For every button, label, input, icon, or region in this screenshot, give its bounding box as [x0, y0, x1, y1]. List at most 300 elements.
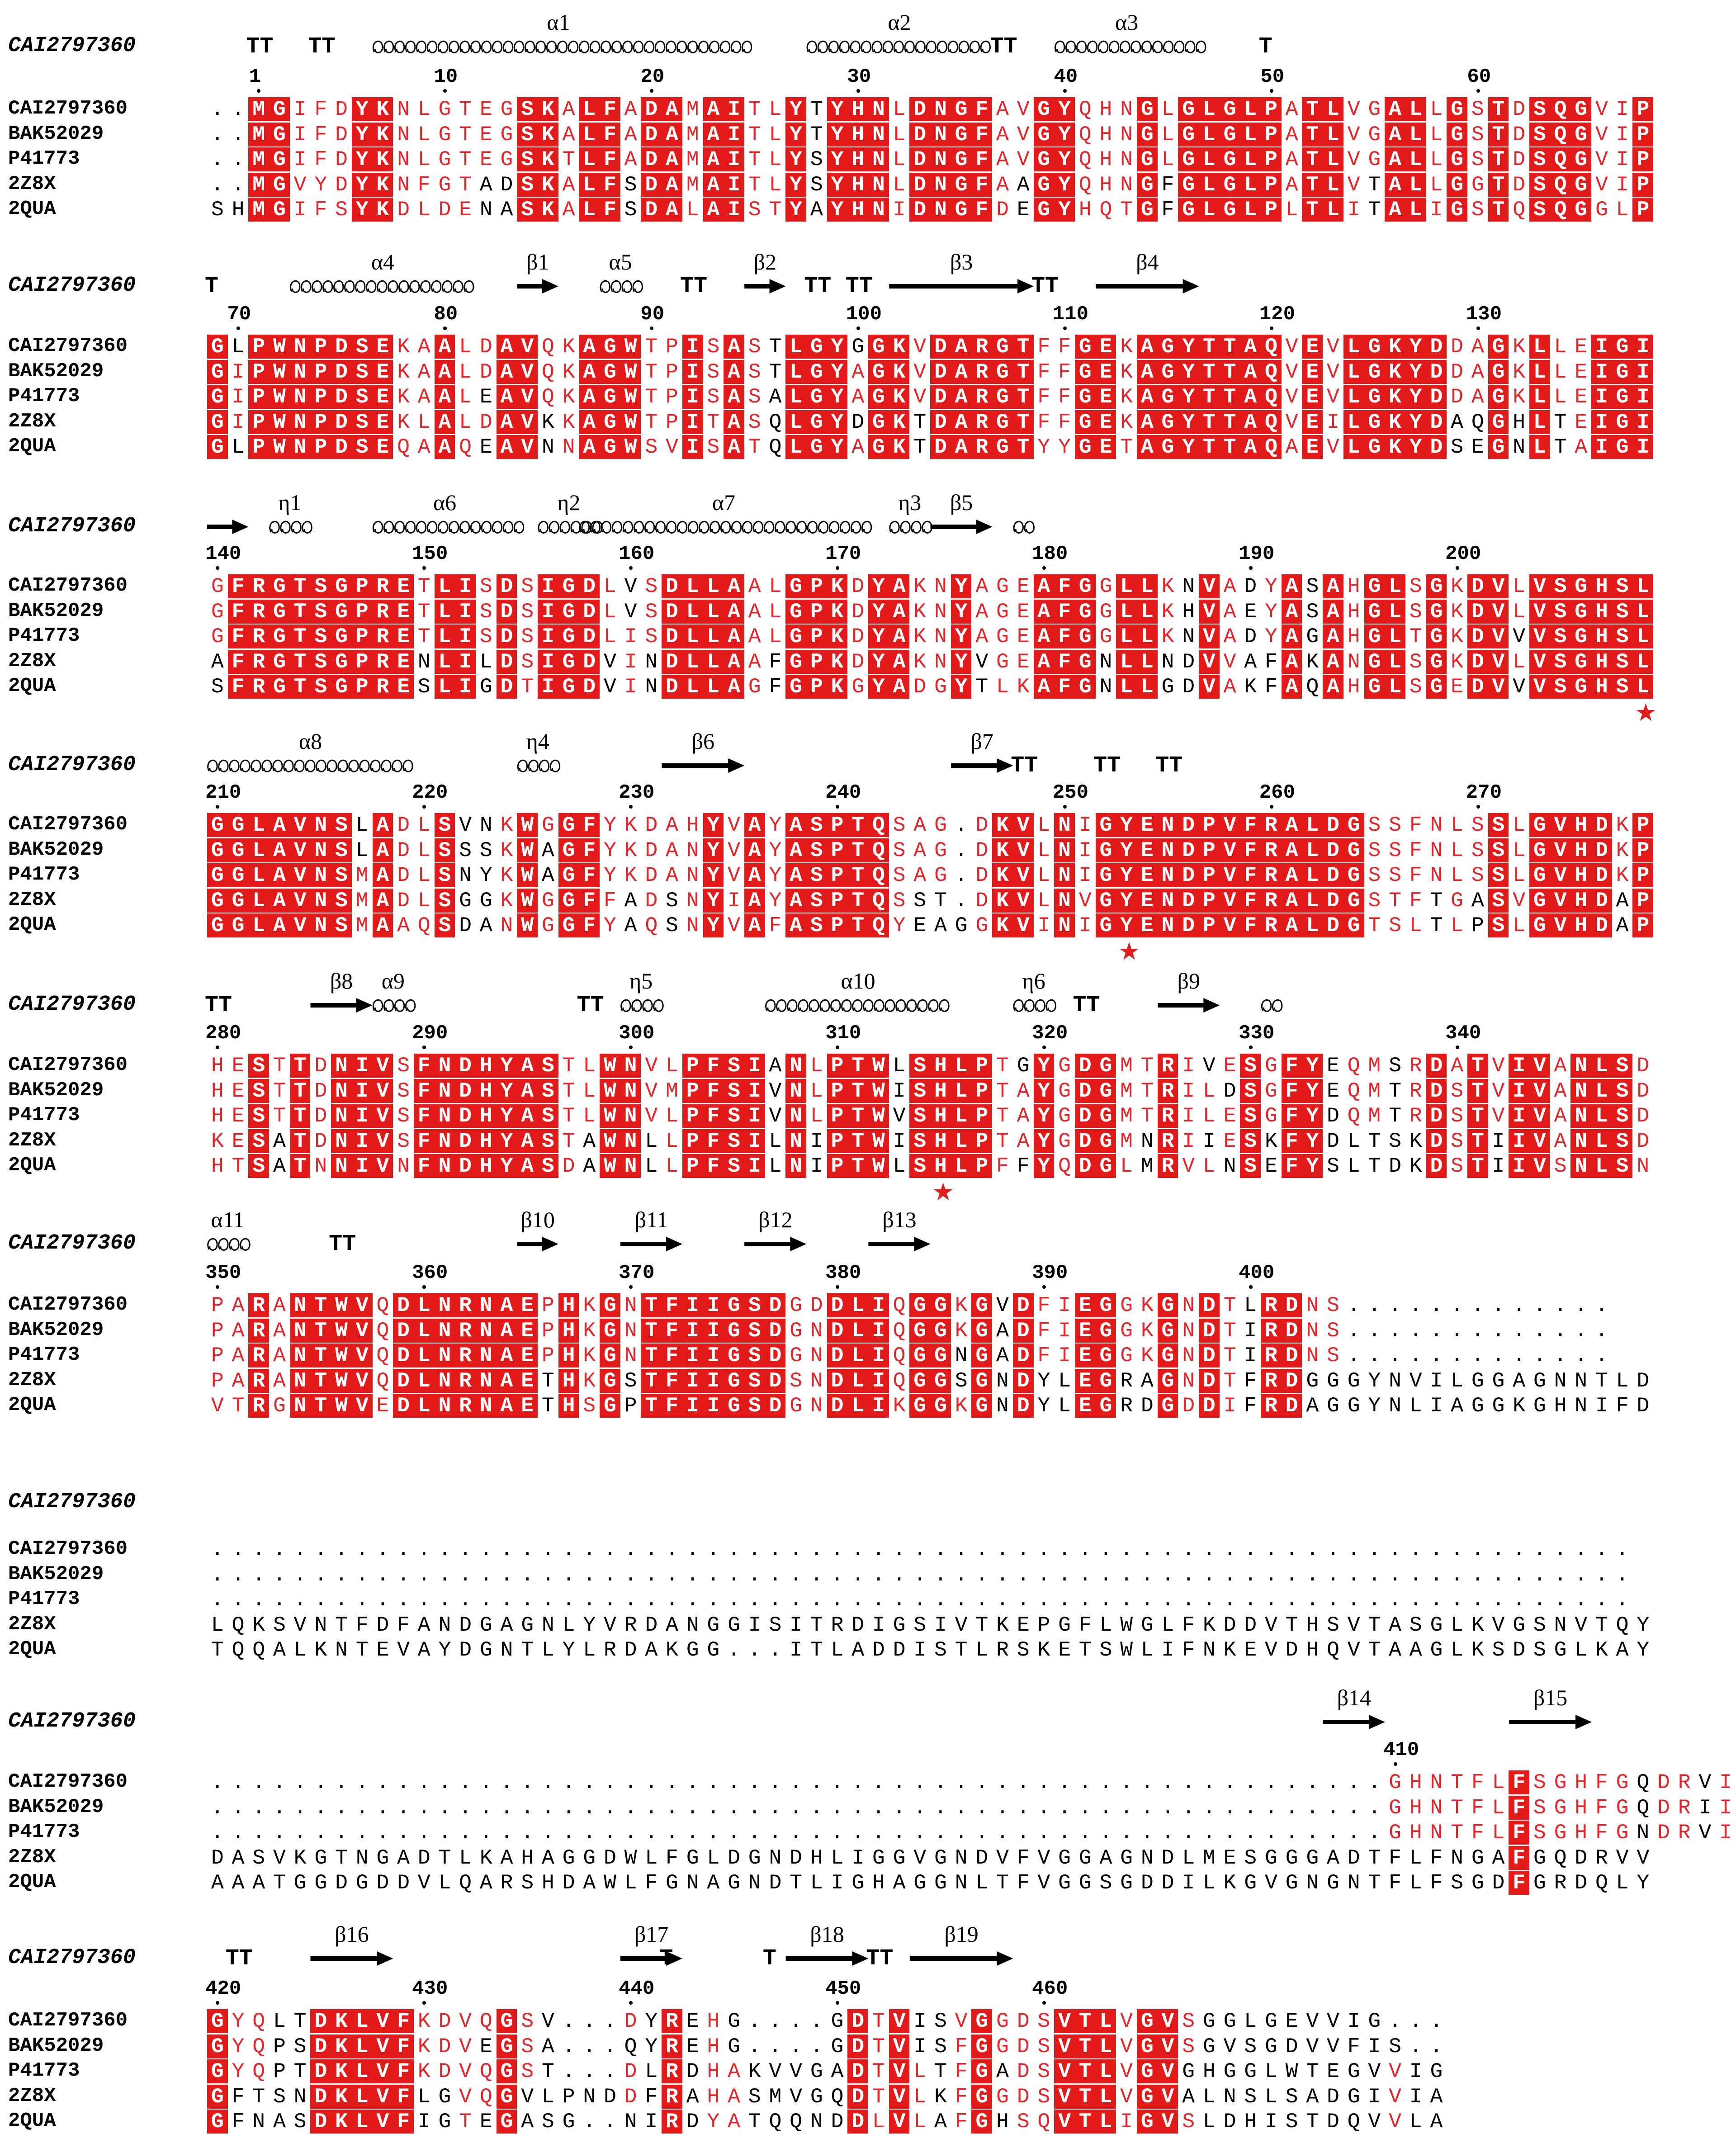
residue-number: 30 — [847, 66, 871, 88]
sequence-row — [0, 813, 1658, 837]
residue-number: 410 — [1383, 1739, 1419, 1761]
sequence-row — [0, 97, 1658, 122]
sequence-residues: S F R G T S G P R E S L I G D T I G D V I N D L L A G F G P K G Y A D G Y T L K A F G N L L G D V A K F A Q A H G L S G E D V V V S G H S L — [207, 675, 1653, 699]
residue-number: 460 — [1032, 1978, 1068, 2000]
catalytic-star-icon: ★ — [932, 1177, 954, 1206]
turn-marker: TT — [866, 1946, 894, 1972]
number-dot — [856, 89, 860, 93]
sequence-name: 2Z8X — [8, 888, 56, 911]
residue-number: 130 — [1466, 303, 1502, 326]
number-dot — [629, 566, 633, 570]
sequence-residues: S H M G I F S Y K D L D E N A S K A L F S D A L A I S T Y A Y H N I D N G F D E G Y H Q T G F G L G L P L T L I T A L I G S T Q S Q G G L P — [207, 198, 1653, 222]
turn-marker: T — [1258, 34, 1272, 60]
strand-arrow — [951, 758, 1013, 773]
sequence-residues: G G L A V N S M A A Q S D A N W G G F Y A Q S N Y V A F A S P T Q Y E A G G K V I N I G Y E N D P V F R A L D G T S L T L P S L G V H D A P — [207, 913, 1653, 937]
residue-number: 180 — [1032, 543, 1068, 565]
residue-numbers — [0, 66, 1658, 93]
sequence-name: P41773 — [8, 1104, 80, 1126]
number-dot — [216, 1046, 219, 1049]
sequence-name: 2Z8X — [8, 1845, 56, 1869]
helix-mark — [807, 41, 990, 52]
number-dot — [1456, 566, 1459, 570]
turn-marker: TT — [1073, 993, 1100, 1018]
helix-mark — [270, 521, 312, 533]
number-dot — [443, 326, 447, 330]
sequence-name: 2QUA — [8, 1638, 56, 1661]
number-dot — [629, 1285, 633, 1289]
helix-mark — [208, 760, 412, 771]
turn-marker: TT — [804, 274, 832, 299]
residue-number: 170 — [825, 543, 861, 565]
turn-marker: T — [762, 1946, 776, 1972]
sequence-row — [0, 2034, 1658, 2059]
secondary-label: β11 — [634, 1207, 668, 1232]
secondary-label: β2 — [753, 249, 777, 274]
sequence-row — [0, 675, 1658, 699]
residue-number: 190 — [1239, 543, 1275, 565]
number-dot — [422, 566, 426, 570]
sequence-residues: G F R G T S G P R E T L I S D S I G D L I S D L L A A L G P K D Y A K N Y A G E A F G G L L K N V A D Y A G A H G L T G K D V V V S G H S L — [207, 625, 1653, 648]
secondary-label: α10 — [841, 968, 875, 994]
residue-number: 310 — [825, 1022, 861, 1045]
helix-mark — [1014, 1000, 1055, 1011]
sequence-name: 2Z8X — [8, 2084, 56, 2107]
residue-number: 350 — [205, 1262, 241, 1284]
secondary-label: α4 — [371, 249, 395, 274]
strand-arrow — [1509, 1715, 1592, 1729]
residue-number: 230 — [619, 781, 655, 804]
number-dot — [422, 2001, 426, 2005]
number-dot — [629, 2001, 633, 2005]
secondary-label: β4 — [1136, 249, 1159, 274]
sequence-row — [0, 360, 1658, 384]
sequence-name: BAK52029 — [8, 1318, 104, 1341]
secondary-label: β14 — [1337, 1685, 1372, 1710]
residue-number: 50 — [1260, 66, 1285, 88]
helix-mark — [1014, 521, 1034, 533]
secondary-label: η3 — [898, 490, 922, 515]
sequence-name: CAI2797360 — [8, 813, 128, 836]
sequence-residues: A A A T G G D G D D V L Q A R S H D A W L F G N A G N D T L I G H A G G N L T F V G G S G D D I L K G V G N G N T F L F S G D F G R D Q L Y — [211, 1871, 1650, 1895]
sequence-row — [0, 2059, 1658, 2084]
sequence-residues: G G L A V N S M A D L S N Y K W A G F Y K D A N Y V A Y A S P T Q S A G . D K V L N I G Y E N D P V F R A L D G S S F N L S S L G V H D K P — [207, 863, 1653, 887]
residue-number: 430 — [412, 1978, 448, 2000]
number-dot — [650, 326, 653, 330]
sequence-row — [0, 1129, 1658, 1154]
sequence-row — [0, 600, 1658, 624]
number-dot — [1476, 89, 1480, 93]
alignment-block — [0, 489, 1658, 727]
residue-number: 420 — [205, 1978, 241, 2000]
sequence-row — [0, 1344, 1658, 1368]
residue-numbers — [0, 543, 1658, 570]
secondary-label: β1 — [526, 249, 549, 274]
sequence-residues: G F T S N D K L V F L G V Q G V L P N D D F R A H A S M V G Q D T V L K F G G D S V T L V G V A L N S L S A D G I V I A — [207, 2085, 1447, 2109]
sequence-row — [0, 2009, 1658, 2034]
secondary-label: η2 — [557, 490, 581, 515]
sequence-row — [0, 625, 1658, 649]
secondary-label: β13 — [882, 1207, 917, 1232]
residue-number: 260 — [1259, 781, 1295, 804]
secondary-label: α3 — [1115, 9, 1139, 35]
number-dot — [1063, 805, 1067, 809]
number-dot — [1042, 566, 1046, 570]
secondary-label: β18 — [810, 1921, 844, 1947]
number-dot — [1456, 1046, 1459, 1049]
residue-number: 150 — [412, 543, 448, 565]
sequence-name: P41773 — [8, 1821, 80, 1843]
secondary-label: β15 — [1533, 1685, 1568, 1710]
sequence-name: 2Z8X — [8, 172, 56, 195]
residue-number: 100 — [846, 303, 882, 326]
sequence-name: 2QUA — [8, 1871, 56, 1893]
residue-numbers — [0, 1506, 1658, 1533]
sequence-name: 2Z8X — [8, 1613, 56, 1636]
number-dot — [443, 89, 447, 93]
sequence-residues: P A R A N T W V Q D L N R N A E P H K G N T F I I G S D G N D L I Q G G K G A D F I E G G K G N D T I R D N S . . . . . . . . . . . . . — [211, 1318, 1608, 1343]
number-dot — [836, 2001, 839, 2005]
sequence-row — [0, 2085, 1658, 2109]
number-dot — [1270, 805, 1273, 809]
sequence-row — [0, 650, 1658, 674]
sequence-name: 2Z8X — [8, 649, 56, 672]
sequence-name: CAI2797360 — [8, 1054, 128, 1076]
secondary-label: β10 — [520, 1207, 555, 1232]
number-dot — [422, 1285, 426, 1289]
sequence-row — [0, 435, 1658, 459]
sequence-name: CAI2797360 — [8, 97, 128, 120]
sequence-row — [0, 1770, 1732, 1795]
sequence-residues: P A R A N T W V Q D L N R N A E T H K G S T F I I G S D S N D L I Q G G S G N D Y L E G R A G N D T F R D G G G Y N V I L G G A G N N T L D — [211, 1368, 1650, 1393]
residue-number: 340 — [1445, 1022, 1481, 1045]
secondary-label: α5 — [609, 249, 632, 274]
secondary-label: β6 — [691, 729, 715, 754]
alignment-block — [0, 1921, 1658, 2147]
sequence-residues: T Q Q A L K N T E V A Y D G N T L Y L R D A K G G . . . I T L A D D I S T L R S K E T S W L I F N K E V D H Q V T A A G L K S D S G L K A Y — [211, 1638, 1650, 1662]
sequence-residues: . . M G I F D Y K N L G T E G S K A L F A D A M A I T L Y T Y H N L D N G F A V G Y Q H N G L G L G L P A T L V G A L L G S T D S Q G V I P — [207, 97, 1653, 121]
residue-number: 1 — [249, 66, 261, 88]
residue-number: 120 — [1259, 303, 1295, 326]
sequence-name: 2QUA — [8, 435, 56, 458]
reference-label: CAI2797360 — [8, 34, 136, 58]
sequence-name: P41773 — [8, 1588, 80, 1610]
sequence-row — [0, 1871, 1658, 1895]
sequence-row — [0, 1846, 1658, 1870]
sequence-row — [0, 1154, 1658, 1178]
sequence-name: 2QUA — [8, 1394, 56, 1416]
residue-number: 250 — [1052, 781, 1088, 804]
sequence-residues: G I P W N P D S E K A A L E A V Q K A G W T P I S A S A L G Y A G K V D A R G T F F G E K A G Y T T A Q V E V L G K Y D D A G K L L E I G I — [207, 385, 1653, 409]
sequence-row — [0, 574, 1658, 599]
strand-arrow — [889, 279, 1034, 293]
sequence-residues: G F R G T S G P R E T L I S D S I G D L V S D L L A A L G P K D Y A K N Y A G E A F G G L L K N V A D Y A S A H G L S G K D V L V S G H S L — [207, 574, 1653, 598]
strand-arrow — [1323, 1715, 1385, 1729]
sequence-row — [0, 147, 1658, 172]
residue-numbers — [0, 781, 1658, 809]
sequence-name: 2QUA — [8, 913, 56, 936]
sequence-row — [0, 173, 1658, 197]
sequence-residues: . . M G I F D Y K N L G T E G S K T L F A D A M A I T L Y S Y H N L D N G F A V G Y Q H N G L G L G L P A T L V G A L L G S T D S Q G V I P — [207, 147, 1653, 171]
sequence-row — [0, 1613, 1658, 1637]
residue-number: 380 — [825, 1262, 861, 1284]
number-dot — [1063, 326, 1067, 330]
alignment-block — [0, 249, 1658, 475]
turn-marker: T — [659, 1946, 673, 1972]
residue-numbers — [0, 1022, 1658, 1049]
sequence-residues: . . . . . . . . . . . . . . . . . . . . . . . . . . . . . . . . . . . . . . . . . . . . . . . . . . . . . . . . . . . . . . . . . . . . . — [211, 1562, 1629, 1587]
number-dot — [1476, 326, 1480, 330]
secondary-label: η1 — [278, 490, 302, 515]
secondary-label: α1 — [547, 9, 570, 35]
helix-mark — [373, 41, 751, 52]
strand-arrow — [931, 520, 993, 534]
turn-marker: TT — [1155, 753, 1183, 779]
sequence-residues: . . . . . . . . . . . . . . . . . . . . . . . . . . . . . . . . . . . . . . . . . . . . . . . . . . . . . . . . . . . . . . . . . . . . . — [211, 1538, 1629, 1561]
number-dot — [836, 1046, 839, 1049]
sequence-row — [0, 1369, 1658, 1393]
number-dot — [257, 89, 260, 93]
secondary-structure-svg — [0, 968, 1658, 1031]
sequence-name: CAI2797360 — [8, 1293, 128, 1316]
reference-label: CAI2797360 — [8, 514, 136, 538]
helix-mark — [601, 281, 642, 292]
sequence-residues: G G L A V N S L A D L S S S K W A G F Y K D A N Y V A Y A S P T Q S A G . D K V L N I G Y E N D P V F R A L D G S S F N L S S L G V H D K P — [207, 838, 1653, 862]
sequence-name: P41773 — [8, 385, 80, 407]
number-dot — [216, 805, 219, 809]
helix-mark — [208, 1239, 250, 1250]
sequence-name: 2Z8X — [8, 1129, 56, 1152]
sequence-name: 2Z8X — [8, 410, 56, 433]
residue-number: 200 — [1445, 543, 1481, 565]
secondary-label: α6 — [433, 490, 457, 515]
sequence-residues: A F R G T S G P R E N L I L D S I G D V I N D L L A A F G P K D Y A K N Y V G E A F G N L L N D V V A F A K A N G L S G K D V L V S G H S L — [207, 650, 1653, 674]
strand-arrow — [662, 758, 744, 773]
residue-number: 290 — [412, 1022, 448, 1045]
secondary-label: β9 — [1177, 968, 1200, 994]
alignment-block — [0, 1465, 1658, 1691]
residue-number: 10 — [434, 66, 458, 88]
sequence-residues: K E S A T D N I V S F N D H Y A S T A W N L L P F S I L N I P T W I S H L P T A Y G D G M N R I I E S K F Y D L T S K D S T I I V A N L S D — [211, 1129, 1650, 1153]
strand-arrow — [868, 1237, 930, 1251]
helix-mark — [518, 760, 559, 771]
turn-marker: TT — [205, 993, 232, 1018]
secondary-label: η4 — [526, 729, 549, 754]
turn-marker: TT — [680, 274, 708, 299]
number-dot — [1042, 1046, 1046, 1049]
number-dot — [1063, 89, 1067, 93]
sequence-name: BAK52029 — [8, 1562, 104, 1585]
number-dot — [1270, 89, 1273, 93]
residue-numbers — [0, 1262, 1658, 1289]
sequence-row — [0, 838, 1658, 863]
residue-number: 270 — [1466, 781, 1502, 804]
alignment-block — [0, 1206, 1658, 1433]
secondary-label: β12 — [758, 1207, 793, 1232]
sequence-row — [0, 1293, 1658, 1318]
sequence-row — [0, 1054, 1658, 1078]
number-dot — [1042, 1285, 1046, 1289]
sequence-residues: G L P W N P D S E K A A L D A V Q K A G W T P I S A S T L G Y G G K V D A R G T F F G E K A G Y T T A Q V E V L G K Y D D A G K L L E I G I — [207, 335, 1653, 359]
residue-number: 70 — [227, 303, 251, 326]
number-dot — [1394, 1762, 1397, 1766]
sequence-residues: G Y Q P T D K L V F K D V Q G S T . . . D L R D H A K V V G A D T V L T F G A D S V T L V G V G H G G L W T E G V V I G — [207, 2059, 1447, 2083]
residue-number: 440 — [619, 1978, 655, 2000]
sequence-name: P41773 — [8, 863, 80, 886]
secondary-label: β8 — [330, 968, 353, 994]
turn-marker: TT — [845, 274, 873, 299]
sequence-residues: H E S T T D N I V S F N D H Y A S T L W N V M P F S I V N L P T W I S H L P T A Y G D G M T R I L D S G F Y E Q M T R D S T V I V A N L S D — [211, 1079, 1650, 1103]
sequence-row — [0, 1079, 1658, 1103]
number-dot — [422, 1046, 426, 1049]
strand-arrow — [1096, 279, 1199, 293]
secondary-label: α2 — [888, 9, 911, 35]
alignment-block — [0, 9, 1658, 235]
number-dot — [856, 326, 860, 330]
sequence-name: CAI2797360 — [8, 574, 128, 597]
sequence-row — [0, 1563, 1658, 1587]
sequence-name: P41773 — [8, 147, 80, 170]
sequence-name: BAK52029 — [8, 599, 104, 622]
residue-number: 210 — [205, 781, 241, 804]
catalytic-star-icon: ★ — [1118, 937, 1140, 965]
secondary-label: β5 — [950, 490, 973, 515]
sequence-residues: G G L A V N S L A D L S V N K W G G F Y K D A H Y V A Y A S P T Q S A G . D K V L N I G Y E N D P V F R A L D G S S F N L S S L G V H D K P — [207, 813, 1653, 837]
secondary-label: α7 — [712, 490, 736, 515]
sequence-name: CAI2797360 — [8, 335, 128, 357]
strand-arrow — [620, 1237, 682, 1251]
sequence-row — [0, 123, 1658, 147]
strand-arrow — [1158, 998, 1220, 1012]
sequence-row — [0, 863, 1658, 888]
sequence-name: CAI2797360 — [8, 1770, 128, 1793]
sequence-name: 2Z8X — [8, 1368, 56, 1391]
sequence-name: BAK52029 — [8, 360, 104, 383]
sequence-residues: G F N A S D K L V F I G T E G A S G . . N I R D Y A T Q Q N D D L V L A F G H S Q V T L I G V S L D H I S T D Q V V L A — [207, 2110, 1447, 2134]
residue-number: 110 — [1052, 303, 1088, 326]
sequence-name: P41773 — [8, 2059, 80, 2082]
secondary-label: α9 — [381, 968, 405, 994]
sequence-residues: G I P W N P D S E K A A L D A V Q K A G W T P I S A S T L G Y A G K V D A R G T F F G E K A G Y T T A Q V E V L G K Y D D A G K L L E I G I — [207, 360, 1653, 384]
sequence-residues: . . . . . . . . . . . . . . . . . . . . . . . . . . . . . . . . . . . . . . . . . . . . . . . . . . . . . . . . . . . . . . . . . . . . . — [211, 1588, 1629, 1612]
helix-mark — [890, 521, 932, 533]
helix-mark — [1262, 1000, 1282, 1011]
strand-arrow — [910, 1951, 1013, 1966]
residue-number: 450 — [825, 1978, 861, 2000]
secondary-label: β3 — [950, 249, 973, 274]
number-dot — [237, 326, 240, 330]
sequence-row — [0, 1588, 1658, 1612]
sequence-row — [0, 1104, 1658, 1128]
residue-number: 400 — [1239, 1262, 1275, 1284]
number-dot — [836, 1285, 839, 1289]
sequence-residues: . . M G I F D Y K N L G T E G S K A L F A D A M A I T L Y T Y H N L D N G F A V G Y Q H N G L G L G L P A T L V G A L L G S T D S Q G V I P — [207, 123, 1653, 147]
residue-number: 40 — [1054, 66, 1078, 88]
number-dot — [650, 89, 653, 93]
turn-marker: TT — [577, 993, 604, 1018]
helix-mark — [373, 1000, 415, 1011]
residue-number: 140 — [205, 543, 241, 565]
helix-mark — [291, 281, 473, 292]
number-dot — [1270, 326, 1273, 330]
sequence-residues: G L P W N P D S E Q A A Q E A V N N A G W S V I S A T Q L G Y A G K T D A R G T Y Y G E T A G Y T T A Q A E V L G K Y D S E G N L T A I G I — [207, 435, 1653, 459]
number-dot — [1249, 1285, 1253, 1289]
sequence-name: 2QUA — [8, 675, 56, 697]
sequence-residues: G F R G T S G P R E T L I S D S I G D L V S D L L A A L G P K D Y A K N Y A G E A F G G L L K H V A E Y A S A H G L S G K D V L V S G H S L — [207, 600, 1653, 624]
sequence-residues: G I P W N P D S E K L A L D A V K K A G W T P I T A S Q L G Y D G K T D A R G T F F G E K A G Y T T A Q V E I L G K Y D A Q G H L T E I G I — [207, 410, 1653, 434]
secondary-label: α11 — [211, 1207, 245, 1232]
helix-mark — [1055, 41, 1205, 52]
reference-label: CAI2797360 — [8, 1946, 136, 1970]
sequence-row — [0, 198, 1658, 222]
reference-label: CAI2797360 — [8, 753, 136, 777]
number-dot — [836, 566, 839, 570]
sequence-residues: H T S A T N N I V N F N D H Y A S D A W N L L P F S I L N I P T W L S H L P F F Y Q D G L M R V L N S E F Y S L T D K D S T I I V S N L S N — [211, 1154, 1650, 1178]
sequence-row — [0, 1538, 1658, 1562]
strand-arrow — [517, 279, 558, 293]
residue-number: 390 — [1032, 1262, 1068, 1284]
sequence-row — [0, 385, 1658, 409]
residue-number: 160 — [619, 543, 655, 565]
strand-arrow — [207, 520, 248, 534]
reference-label: CAI2797360 — [8, 274, 136, 298]
sequence-name: CAI2797360 — [8, 2009, 128, 2032]
sequence-name: P41773 — [8, 1344, 80, 1366]
sequence-residues: . . . . . . . . . . . . . . . . . . . . . . . . . . . . . . . . . . . . . . . . . . . . . . . . . . . . . . . . . G H N T F L F S G H F G Q D R I I — [211, 1795, 1732, 1820]
sequence-row — [0, 1319, 1658, 1343]
residue-number: 280 — [205, 1022, 241, 1045]
residue-number: 20 — [640, 66, 665, 88]
sequence-residues: H E S T T D N I V S F N D H Y A S T L W N V L P F S I V N L P T W V S H L P T A Y G D G M T R I L E S G F Y D Q M T R D S T V I V A N L S D — [211, 1104, 1650, 1128]
sequence-name: P41773 — [8, 625, 80, 647]
number-dot — [629, 805, 633, 809]
reference-label: CAI2797360 — [8, 993, 136, 1017]
secondary-label: β7 — [970, 729, 993, 754]
sequence-row — [0, 889, 1658, 913]
number-dot — [1042, 2001, 1046, 2005]
sequence-row — [0, 335, 1658, 359]
turn-marker: TT — [1031, 274, 1059, 299]
residue-numbers — [0, 1739, 1658, 1766]
alignment-block — [0, 728, 1658, 965]
sequence-row — [0, 913, 1658, 938]
strand-arrow — [744, 1237, 806, 1251]
secondary-structure-svg — [0, 1684, 1658, 1748]
strand-arrow — [517, 1237, 558, 1251]
residue-number: 330 — [1239, 1022, 1275, 1045]
strand-arrow — [786, 1951, 869, 1966]
sequence-name: BAK52029 — [8, 838, 104, 861]
sequence-row — [0, 1638, 1658, 1662]
sequence-row — [0, 1821, 1732, 1845]
secondary-label: α8 — [298, 729, 322, 754]
residue-number: 240 — [825, 781, 861, 804]
turn-marker: TT — [329, 1231, 356, 1257]
residue-numbers — [0, 303, 1658, 330]
sequence-residues: . . M G V Y D Y K N F G T A D S K A L F S D A M A I T L Y S Y H N L D N G F A A G Y Q H N G F G L G L P A T L V T A L L G G T D S Q G V I P — [207, 173, 1653, 197]
sequence-name: BAK52029 — [8, 1795, 104, 1818]
sequence-row — [0, 2110, 1658, 2134]
sequence-residues: H E S T T D N I V S F N D H Y A S T L W N V L P F S I A N L P T W L S H L P T G Y G D G M T R I V E S G F Y E Q M S R D A T V I V A N L S D — [211, 1054, 1650, 1078]
residue-number: 360 — [412, 1262, 448, 1284]
helix-mark — [580, 521, 871, 533]
number-dot — [216, 2001, 219, 2005]
turn-marker: TT — [1011, 753, 1038, 779]
strand-arrow — [311, 1951, 393, 1966]
residue-number: 90 — [640, 303, 665, 326]
alignment-block — [0, 968, 1658, 1206]
number-dot — [1249, 1046, 1253, 1049]
secondary-label: β16 — [335, 1921, 369, 1947]
